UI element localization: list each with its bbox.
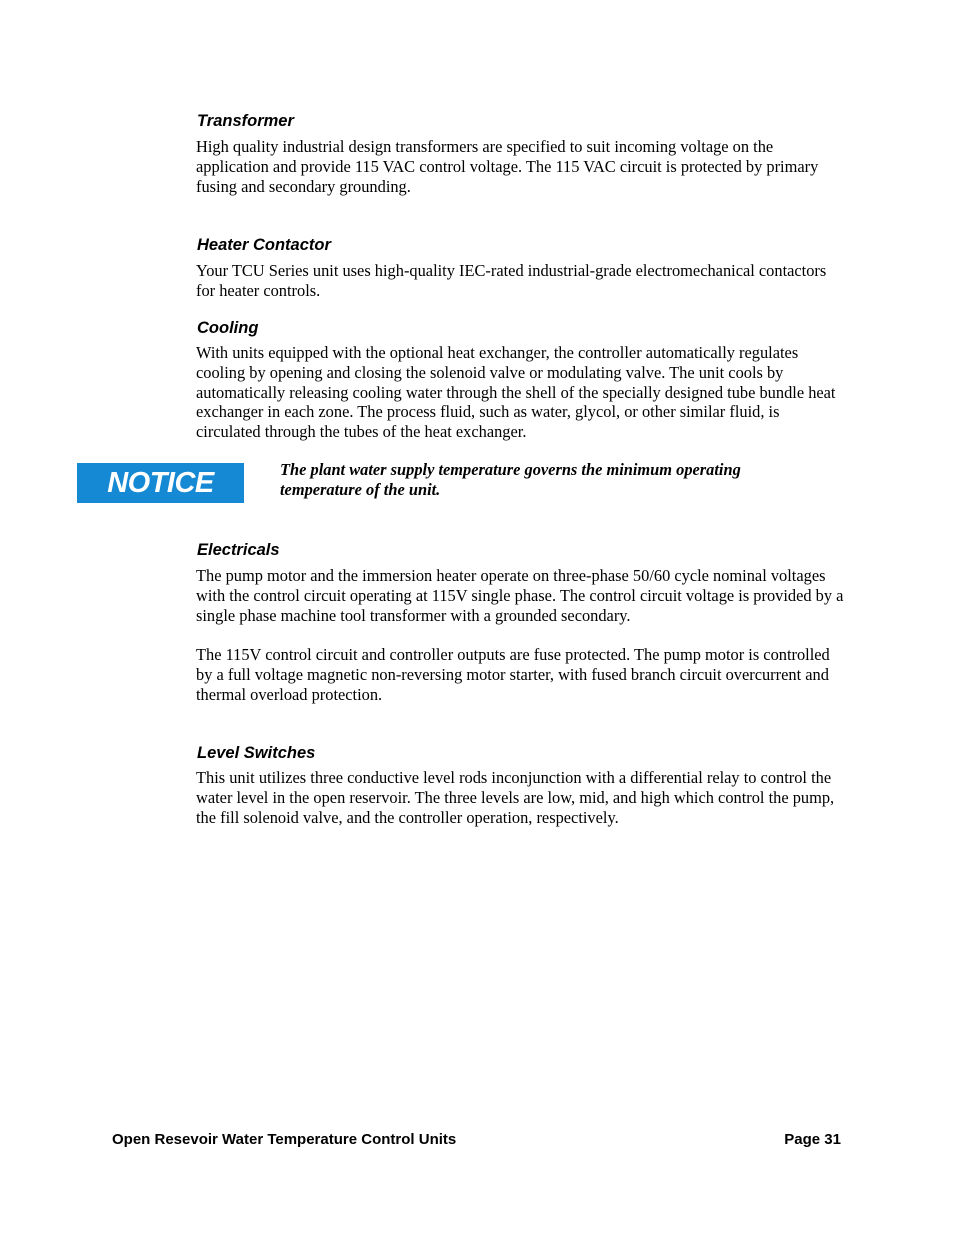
electricals-heading: Electricals — [197, 541, 280, 559]
footer-page-number: Page 31 — [784, 1131, 841, 1148]
transformer-body: High quality industrial design transformers are specified to suit incoming voltage on the application and provide 115 VAC control voltage. The 115 VAC circuit is protected by primary fusing and secondary grounding. — [196, 137, 819, 196]
cooling-body: With units equipped with the optional heat exchanger, the controller automatically regulates cooling by opening and closing the solenoid valve or modulating valve. The unit cools by automatically releasing cooling water through the shell of the specially designed tube bundle heat exchanger in each zone. The process fluid, such as water, glycol, or other similar fluid, is circulated through the tubes of the heat exchanger. — [196, 343, 836, 442]
notice-text: The plant water supply temperature governs the minimum operating temperature of the unit. — [280, 460, 741, 499]
notice-badge-label: NOTICE — [107, 466, 214, 499]
electricals-body-2: The 115V control circuit and controller outputs are fuse protected. The pump motor is controlled by a full voltage magnetic non-reversing motor starter, with fused branch circuit overcurrent and thermal overload protection. — [196, 645, 830, 704]
heater-contactor-body: Your TCU Series unit uses high-quality IEC-rated industrial-grade electromechanical contactors for heater controls. — [196, 261, 827, 300]
level-switches-heading: Level Switches — [197, 744, 316, 762]
cooling-heading: Cooling — [197, 319, 259, 337]
heater-contactor-heading: Heater Contactor — [197, 236, 331, 254]
level-switches-body: This unit utilizes three conductive level rods inconjunction with a differential relay to control the water level in the open reservoir. The three levels are low, mid, and high which control the pump, the fill solenoid valve, and the controller operation, respectively. — [196, 768, 835, 827]
footer-title: Open Resevoir Water Temperature Control Units — [112, 1131, 457, 1148]
transformer-heading: Transformer — [197, 112, 294, 130]
electricals-body-1: The pump motor and the immersion heater operate on three-phase 50/60 cycle nominal voltages with the control circuit operating at 115V single phase. The control circuit voltage is provided by a single phase machine tool transformer with a grounded secondary. — [196, 566, 844, 625]
notice-badge — [77, 463, 244, 503]
